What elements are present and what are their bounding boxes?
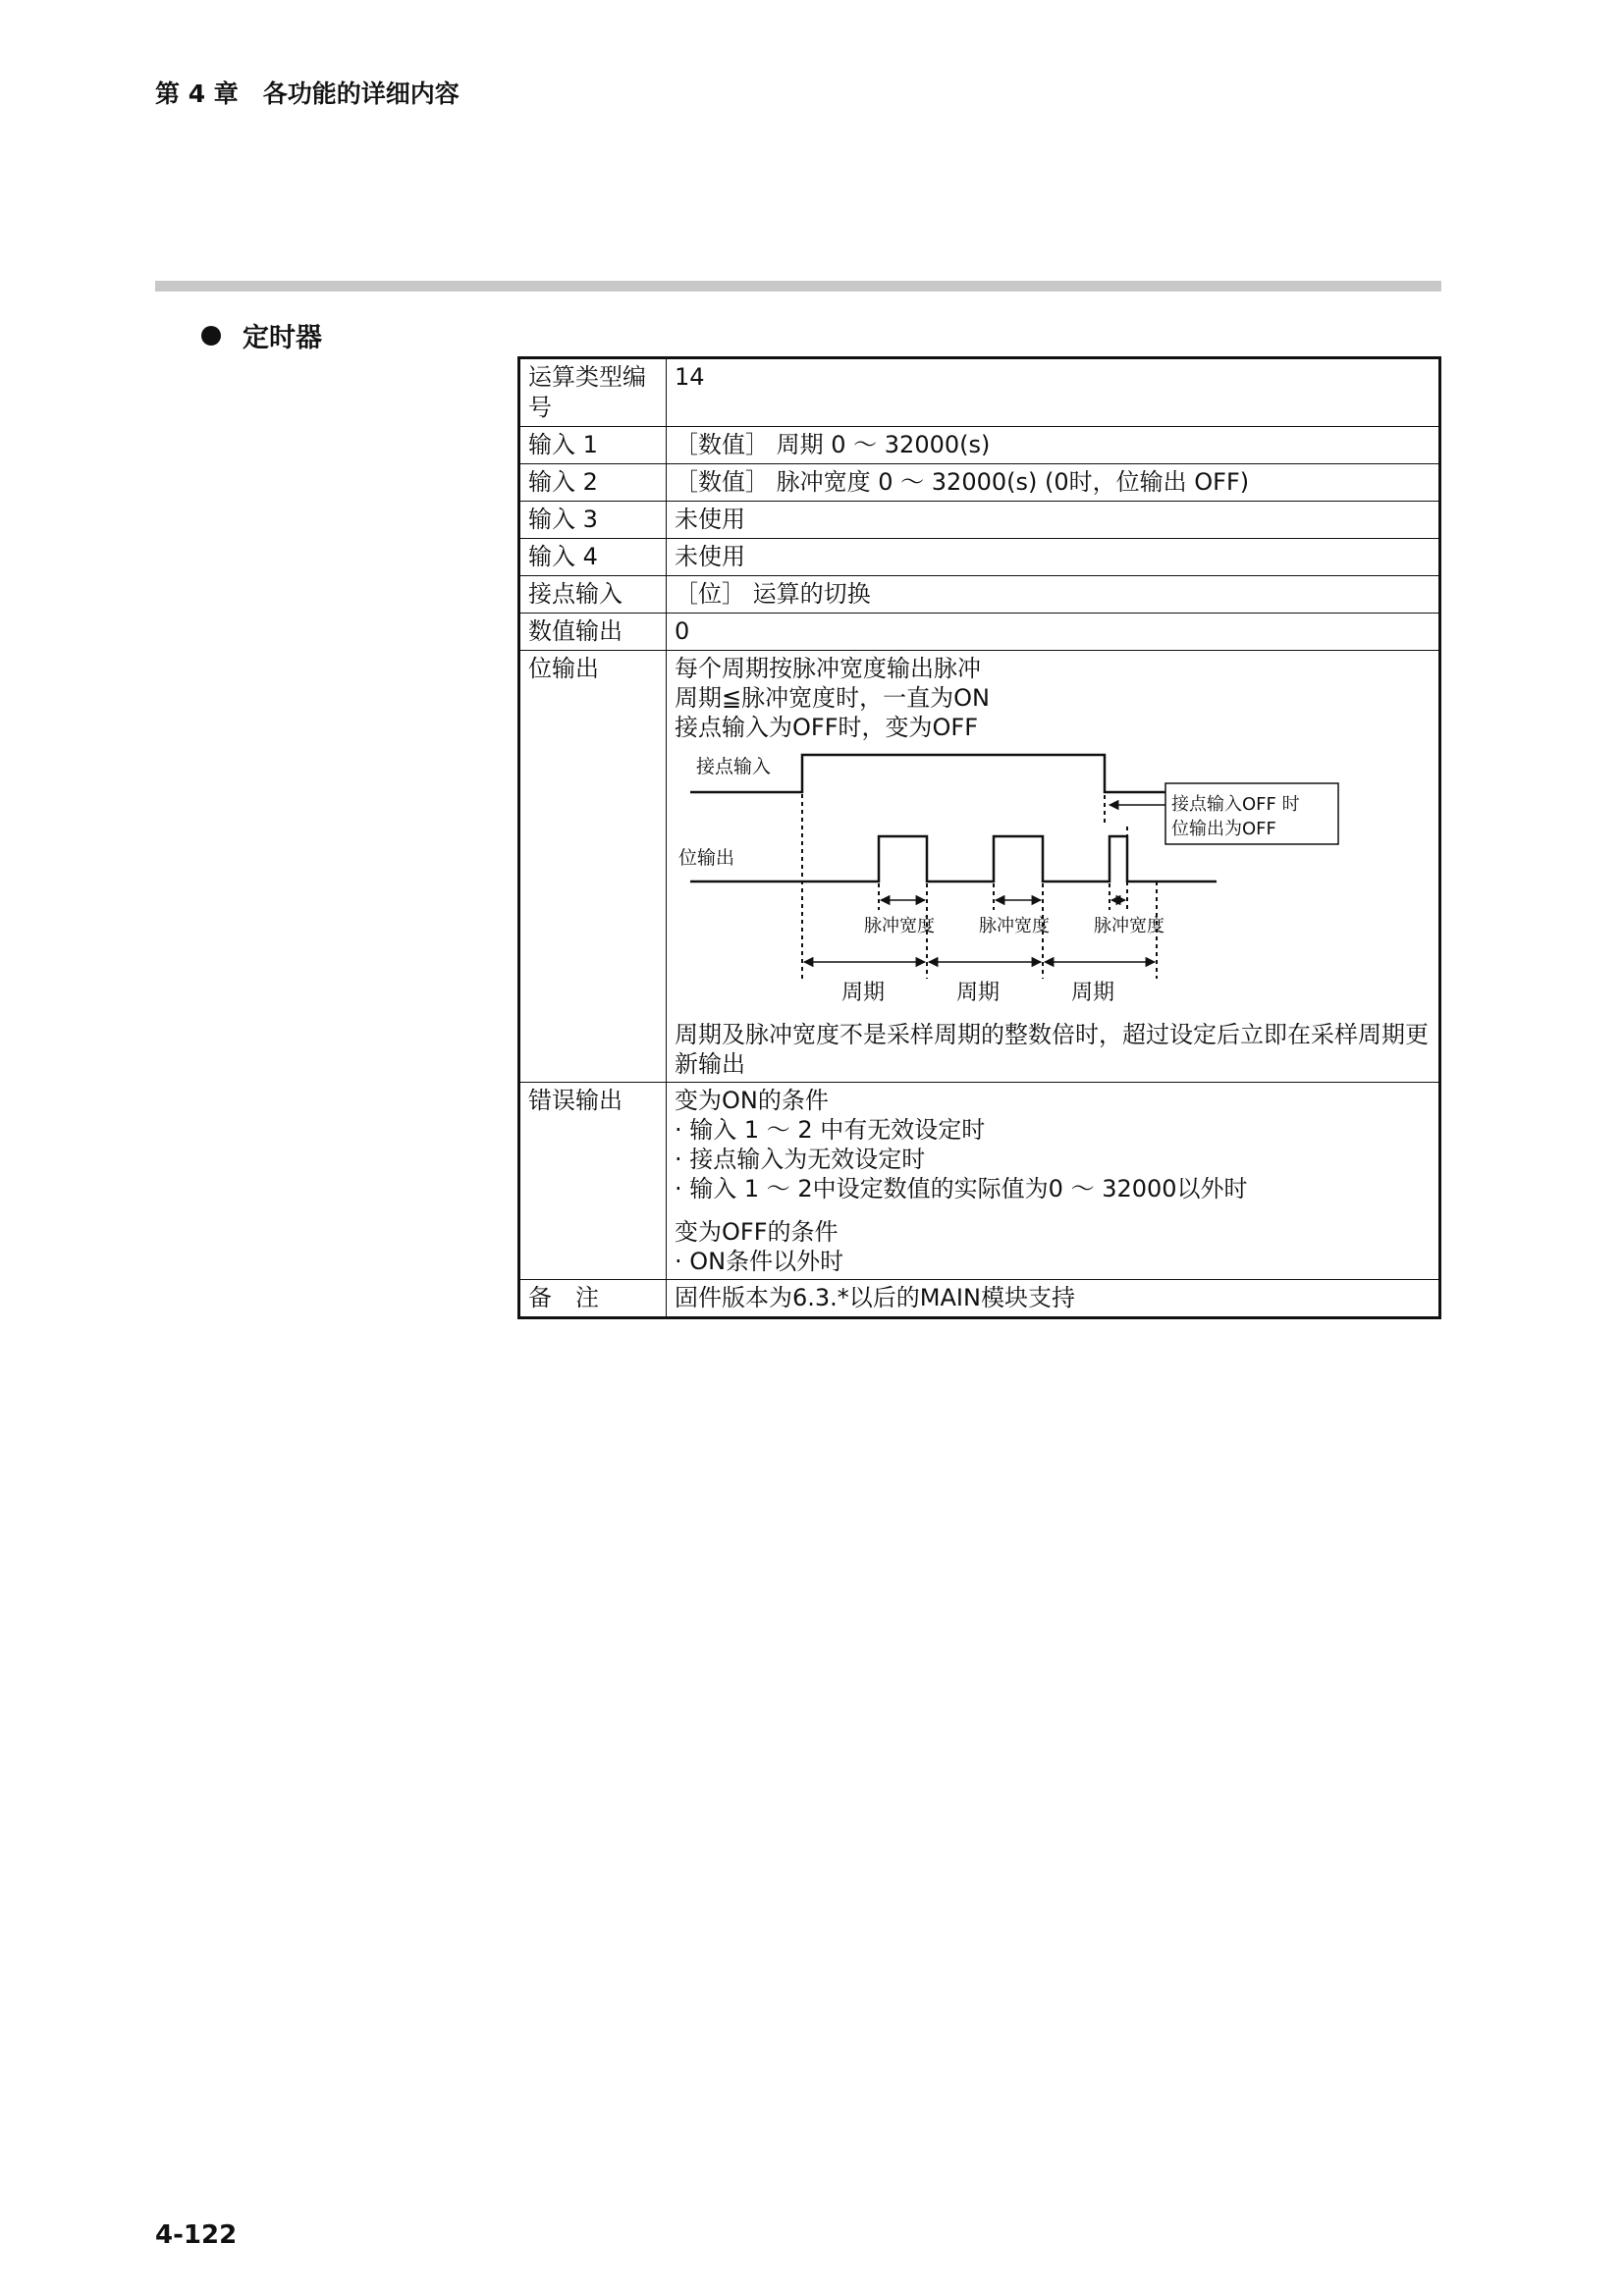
row-value: ［位］ 运算的切换 [667, 576, 1440, 614]
error-on-title: 变为ON的条件 [675, 1087, 829, 1114]
table-row-bit-output [519, 651, 1440, 1083]
row-value: ［数值］ 周期 0 ～ 32000(s) [667, 427, 1440, 464]
error-off-title: 变为OFF的条件 [675, 1218, 839, 1246]
period-label: 周期 [956, 981, 1001, 1005]
row-value [667, 651, 1440, 1083]
bit-output-line: 周期≦脉冲宽度时，一直为ON [675, 684, 990, 712]
period-label: 周期 [1071, 981, 1115, 1005]
row-value: 未使用 [667, 539, 1440, 576]
contact-input-waveform [690, 755, 1239, 792]
table-row-remarks [519, 1280, 1440, 1318]
period-label: 周期 [841, 981, 886, 1005]
pulse-width-label: 脉冲宽度 [1094, 916, 1164, 936]
row-key: 接点输入 [519, 576, 667, 614]
bit-output-label: 位输出 [678, 847, 735, 869]
table-row [519, 614, 1440, 651]
callout-line: 位输出为OFF [1171, 819, 1276, 839]
pulse-width-label: 脉冲宽度 [979, 916, 1050, 936]
table-row-error-output [519, 1083, 1440, 1280]
row-value: ［数值］ 脉冲宽度 0 ～ 32000(s) (0时，位输出 OFF) [667, 464, 1440, 502]
bit-output-waveform [690, 836, 1217, 881]
row-value [667, 1083, 1440, 1280]
table-row [519, 539, 1440, 576]
timing-diagram [675, 748, 1431, 1018]
error-on-item: · 输入 1 ～ 2中设定数值的实际值为0 ～ 32000以外时 [675, 1175, 1248, 1202]
error-on-item: · 接点输入为无效设定时 [675, 1146, 926, 1173]
row-key: 输入 1 [519, 427, 667, 464]
section-heading [201, 316, 322, 354]
section-title: 定时器 [243, 323, 322, 353]
row-key: 错误输出 [519, 1083, 667, 1280]
row-value: 固件版本为6.3.*以后的MAIN模块支持 [667, 1280, 1440, 1318]
table-row [519, 464, 1440, 502]
bullet-icon [201, 326, 221, 346]
row-key: 输入 2 [519, 464, 667, 502]
contact-input-label: 接点输入 [696, 756, 772, 777]
section-divider [155, 281, 1441, 292]
table-row [519, 502, 1440, 539]
pulse-width-label: 脉冲宽度 [864, 916, 935, 936]
row-key: 备 注 [519, 1280, 667, 1318]
bit-output-line: 每个周期按脉冲宽度输出脉冲 [675, 655, 981, 682]
error-on-item: · 输入 1 ～ 2 中有无效设定时 [675, 1116, 986, 1144]
row-value: 0 [667, 614, 1440, 651]
row-value: 14 [667, 358, 1440, 427]
table-row [519, 576, 1440, 614]
table-row [519, 358, 1440, 427]
chapter-heading: 第 4 章 各功能的详细内容 [155, 80, 460, 108]
page-number: 4-122 [155, 2220, 238, 2250]
row-key: 位输出 [519, 651, 667, 1083]
row-key: 输入 3 [519, 502, 667, 539]
row-key: 运算类型编号 [519, 358, 667, 427]
bit-output-line: 接点输入为OFF时，变为OFF [675, 714, 978, 741]
row-key: 数值输出 [519, 614, 667, 651]
error-off-item: · ON条件以外时 [675, 1248, 844, 1275]
table-row [519, 427, 1440, 464]
callout-line: 接点输入OFF 时 [1171, 794, 1300, 815]
spec-table [517, 356, 1441, 1319]
row-key: 输入 4 [519, 539, 667, 576]
bit-output-note: 周期及脉冲宽度不是采样周期的整数倍时，超过设定后立即在采样周期更新输出 [675, 1021, 1429, 1078]
row-value: 未使用 [667, 502, 1440, 539]
